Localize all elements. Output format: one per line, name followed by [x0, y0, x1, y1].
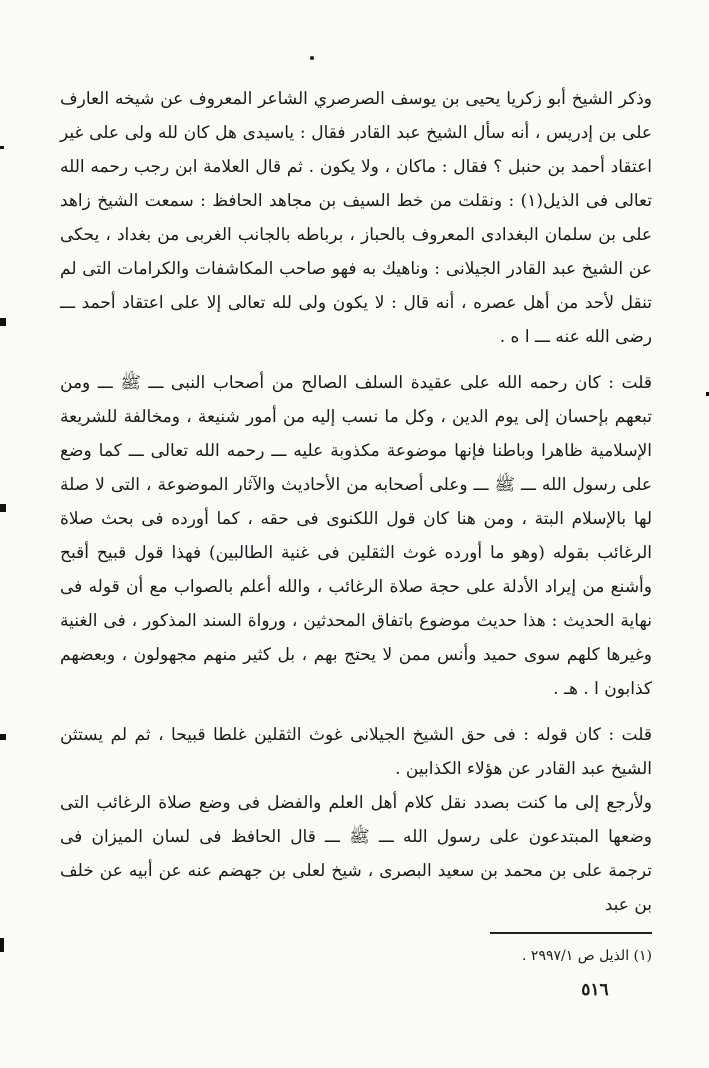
- paragraph-3: قلت : كان قوله : فى حق الشيخ الجيلانى غوث الثقلين غلطا قبيحا ، ثم لم يستثن الشيخ عبد القادر عن هؤلاء الكذابين .: [60, 725, 652, 779]
- edge-mark: [0, 938, 4, 952]
- footnote: (١) الذيل ص ٢٩٩٧/١ .: [522, 948, 652, 964]
- edge-mark: [0, 146, 4, 149]
- footnote-divider: [490, 932, 652, 934]
- paragraph-1: وذكر الشيخ أبو زكريا يحيى بن يوسف الصرصري الشاعر المعروف عن شيخه العارف على بن إدريس ، أنه سأل الشيخ عبد القادر فقال : ياسيدى هل كان لله ولى على غير اعتقاد أحمد بن حنبل ؟ فقال : ماكان ، ولا يكون . ثم قال العلامة ابن رجب رحمه الله تعالى فى الذيل(١) : ونقلت من خط السيف بن مجاهد الحافظ : سمعت الشيخ زاهد على بن سلمان البغدادى المعروف بالحباز ، برباطه بالجانب الغربى من بغداد ، يحكى عن الشيخ عبد القادر الجيلانى : وناهيك به فهو صاحب المكاشفات والكرامات التى لم تنقل لأحد من أهل عصره ، أنه قال : لا يكون ولى لله تعالى إلا على اعتقاد أحمد ـــ رضى الله عنه ـــ ا ه .: [60, 89, 652, 347]
- paragraph-2: قلت : كان رحمه الله على عقيدة السلف الصالح من أصحاب النبى ـــ ﷺ ـــ ومن تبعهم بإحسان إلى يوم الدين ، وكل ما نسب إليه من أمور شنيعة ، ومخالفة للشريعة الإسلامية ظاهرا وباطنا فإنها موضوعة مكذوبة عليه ـــ رحمه الله تعالى ـــ كما وضع على رسول الله ـــ ﷺ ـــ وعلى أصحابه من الأحاديث والآثار الموضوعة ، التى لا صلة لها بالإسلام البتة ، ومن هنا كان قول اللكنوى فى حقه ، كما أورده فى بحث صلاة الرغائب بقوله (وهو ما أورده غوث الثقلين فى غنية الطالبين) فهذا قول قبيح أقبح وأشنع من إيراد الأدلة على حجة صلاة الرغائب ، والله أعلم بالصواب مع أن قوله فى نهاية الحديث : هذا حديث موضوع باتفاق المحدثين ، ورواة السند المذكور ، فى الغنية وغيرها كلهم سوى حميد وأنس ممن لا يحتج بهم ، بل كثير منهم مجهولون ، وبعضهم كذابون ا . هـ .: [60, 373, 652, 699]
- edge-mark: [0, 504, 6, 512]
- paragraph-4: ولأرجع إلى ما كنت بصدد نقل كلام أهل العلم والفضل فى وضع صلاة الرغائب التى وضعها المبتدعون على رسول الله ـــ ﷺ ـــ قال الحافظ فى لسان الميزان فى ترجمة على بن محمد بن سعيد البصرى ، شيخ لعلى بن جهضم عنه عن أبيه عن خلف بن عبد: [60, 793, 652, 915]
- edge-mark: [0, 318, 6, 326]
- top-dot-mark: [310, 56, 314, 60]
- edge-mark: [0, 734, 6, 740]
- page-number: ٥١٦: [581, 980, 609, 1000]
